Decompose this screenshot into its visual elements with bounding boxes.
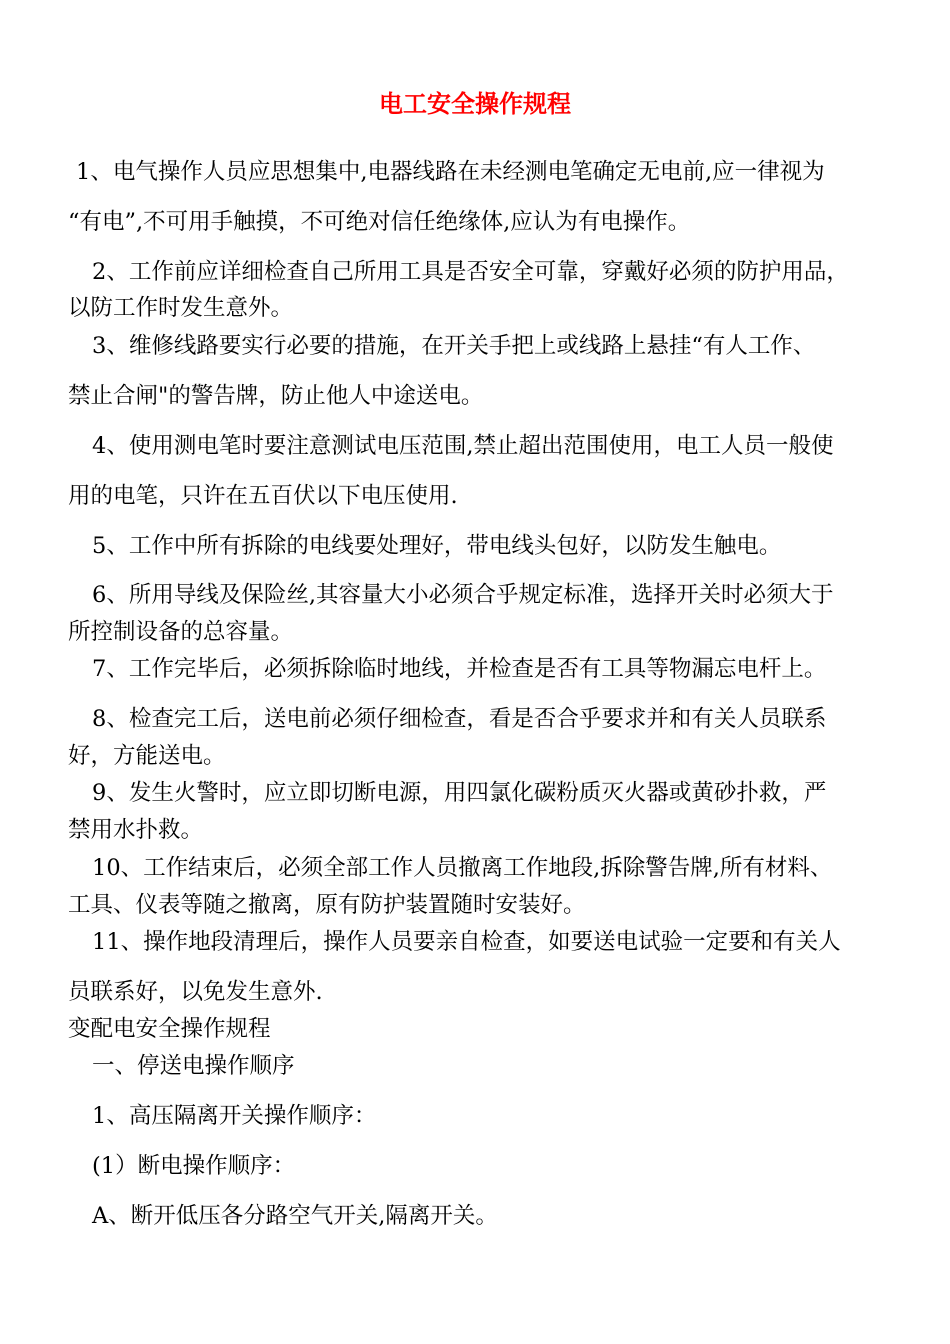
text-line: 11、操作地段清理后，操作人员要亲自检查，如要送电试验一定要和有关人 — [92, 929, 841, 955]
text-line: (1）断电操作顺序： — [92, 1153, 296, 1179]
text-line: 1、电气操作人员应思想集中,电器线路在未经测电笔确定无电前,应一律视为 — [76, 159, 825, 185]
text-line: 工具、仪表等随之撤离，原有防护装置随时安装好。 — [68, 892, 586, 918]
text-line: 8、检查完工后，送电前必须仔细检查，看是否合乎要求并和有关人员联系 — [92, 706, 827, 732]
text-line: 所控制设备的总容量。 — [68, 619, 294, 645]
text-line: 4、使用测电笔时要注意测试电压范围,禁止超出范围使用，电工人员一般使 — [92, 433, 834, 459]
text-line: 5、工作中所有拆除的电线要处理好，带电线头包好，以防发生触电。 — [92, 533, 782, 559]
text-line: 9、发生火警时，应立即切断电源，用四氯化碳粉质灭火器或黄砂扑救，严 — [92, 780, 827, 806]
text-line: 以防工作时发生意外。 — [68, 295, 294, 321]
text-line: 2、工作前应详细检查自己所用工具是否安全可靠，穿戴好必须的防护用品， — [92, 259, 849, 285]
subsection-heading: 一、停送电操作顺序 — [92, 1053, 295, 1079]
text-line: 员联系好，以免发生意外. — [68, 979, 323, 1005]
text-line: 7、工作完毕后，必须拆除临时地线，并检查是否有工具等物漏忘电杆上。 — [92, 656, 827, 682]
text-line: 3、维修线路要实行必要的措施，在开关手把上或线路上悬挂“有人工作、 — [92, 333, 816, 359]
text-line: 10、工作结束后，必须全部工作人员撤离工作地段,拆除警告牌,所有材料、 — [92, 855, 833, 881]
text-line: “有电”,不可用手触摸，不可绝对信任绝缘体,应认为有电操作。 — [68, 209, 691, 235]
text-line: 用的电笔，只许在五百伏以下电压使用. — [68, 483, 458, 509]
text-line: 1、高压隔离开关操作顺序： — [92, 1103, 377, 1129]
text-line: 6、所用导线及保险丝,其容量大小必须合乎规定标准，选择开关时必须大于 — [92, 582, 834, 608]
document-title: 电工安全操作规程 — [379, 89, 571, 118]
text-line: A、断开低压各分路空气开关,隔离开关。 — [92, 1203, 498, 1229]
text-line: 禁止合闸"的警告牌，防止他人中途送电。 — [68, 383, 484, 409]
text-line: 禁用水扑救。 — [68, 817, 204, 843]
section-heading: 变配电安全操作规程 — [68, 1016, 271, 1042]
text-line: 好，方能送电。 — [68, 743, 226, 769]
